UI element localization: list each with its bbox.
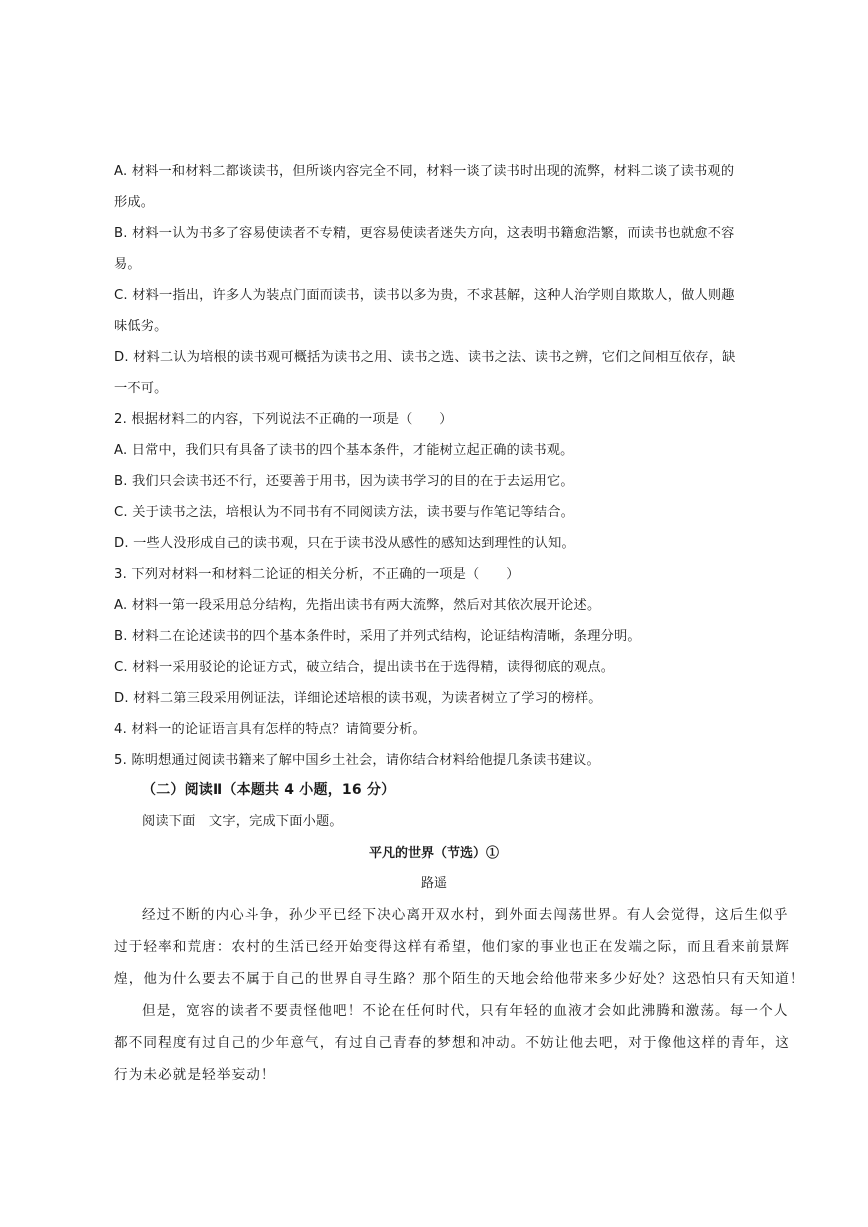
option-3c: C. 材料一采用驳论的论证方式，破立结合，提出读书在于选得精，读得彻底的观点。 <box>114 660 615 675</box>
passage-title: 平凡的世界（节选）① <box>368 846 499 861</box>
question-2: 2. 根据材料二的内容，下列说法不正确的一项是（ ） <box>114 412 453 427</box>
question-4: 4. 材料一的论证语言具有怎样的特点？请简要分析。 <box>114 722 426 737</box>
passage-author: 路遥 <box>420 876 447 891</box>
question-5: 5. 陈明想通过阅读书籍来了解中国乡土社会，请你结合材料给他提几条读书建议。 <box>114 753 600 768</box>
passage-paragraph-1-line-1: 经过不断的内心斗争，孙少平已经下决心离开双水村，到外面去闯荡世界。有人会觉得，这后生似乎 <box>142 907 789 923</box>
option-1c-line-1: C. 材料一指出，许多人为装点门面而读书，读书以多为贵，不求甚解，这种人治学则自欺欺人，做人则趣 <box>114 288 735 303</box>
reading-instruction: 阅读下面 文字，完成下面小题。 <box>142 814 343 829</box>
passage-paragraph-2-line-2: 都不同程度有过自己的少年意气，有过自己青春的梦想和冲动。不妨让他去吧，对于像他这样的青年，这 <box>114 1035 790 1051</box>
passage-paragraph-1-line-2: 过于轻率和荒唐：农村的生活已经开始变得这样有希望，他们家的事业也正在发端之际，而且看来前景辉 <box>114 939 790 955</box>
option-2d: D. 一些人没形成自己的读书观，只在于读书没从感性的感知达到理性的认知。 <box>114 536 575 551</box>
option-3b: B. 材料二在论述读书的四个基本条件时，采用了并列式结构，论证结构清晰，条理分明。 <box>114 629 641 644</box>
option-1a-line-1: A. 材料一和材料二都谈读书，但所谈内容完全不同，材料一谈了读书时出现的流弊，材料二谈了读书观的 <box>114 164 735 179</box>
question-3: 3. 下列对材料一和材料二论证的相关分析，不正确的一项是（ ） <box>114 567 520 582</box>
option-1b-line-2: 易。 <box>114 257 141 272</box>
option-3a: A. 材料一第一段采用总分结构，先指出读书有两大流弊，然后对其依次展开论述。 <box>114 598 601 613</box>
option-1b-line-1: B. 材料一认为书多了容易使读者不专精，更容易使读者迷失方向，这表明书籍愈浩繁，而读书也就愈不容 <box>114 226 735 241</box>
option-2c: C. 关于读书之法，培根认为不同书有不同阅读方法，读书要与作笔记等结合。 <box>114 505 574 520</box>
option-3d: D. 材料二第三段采用例证法，详细论述培根的读书观，为读者树立了学习的榜样。 <box>114 691 602 706</box>
section-heading: （二）阅读Ⅱ（本题共 4 小题，16 分） <box>142 782 396 798</box>
option-2b: B. 我们只会读书还不行，还要善于用书，因为读书学习的目的在于去运用它。 <box>114 474 574 489</box>
passage-paragraph-2-line-1: 但是，宽容的读者不要责怪他吧！不论在任何时代，只有年轻的血液才会如此沸腾和激荡。每一个人 <box>142 1003 789 1019</box>
option-1c-line-2: 味低劣。 <box>114 319 168 334</box>
passage-paragraph-1-line-3: 煌，他为什么要去不属于自己的世界自寻生路？那个陌生的天地会给他带来多少好处？这恐怕只有天知道！ <box>114 971 805 987</box>
passage-paragraph-2-line-3: 行为未必就是轻举妄动！ <box>114 1067 276 1083</box>
option-1d-line-2: 一不可。 <box>114 381 168 396</box>
option-1d-line-1: D. 材料二认为培根的读书观可概括为读书之用、读书之选、读书之法、读书之辨，它们之间相互依存，缺 <box>114 350 736 365</box>
option-1a-line-2: 形成。 <box>114 195 155 210</box>
option-2a: A. 日常中，我们只有具备了读书的四个基本条件，才能树立起正确的读书观。 <box>114 443 574 458</box>
